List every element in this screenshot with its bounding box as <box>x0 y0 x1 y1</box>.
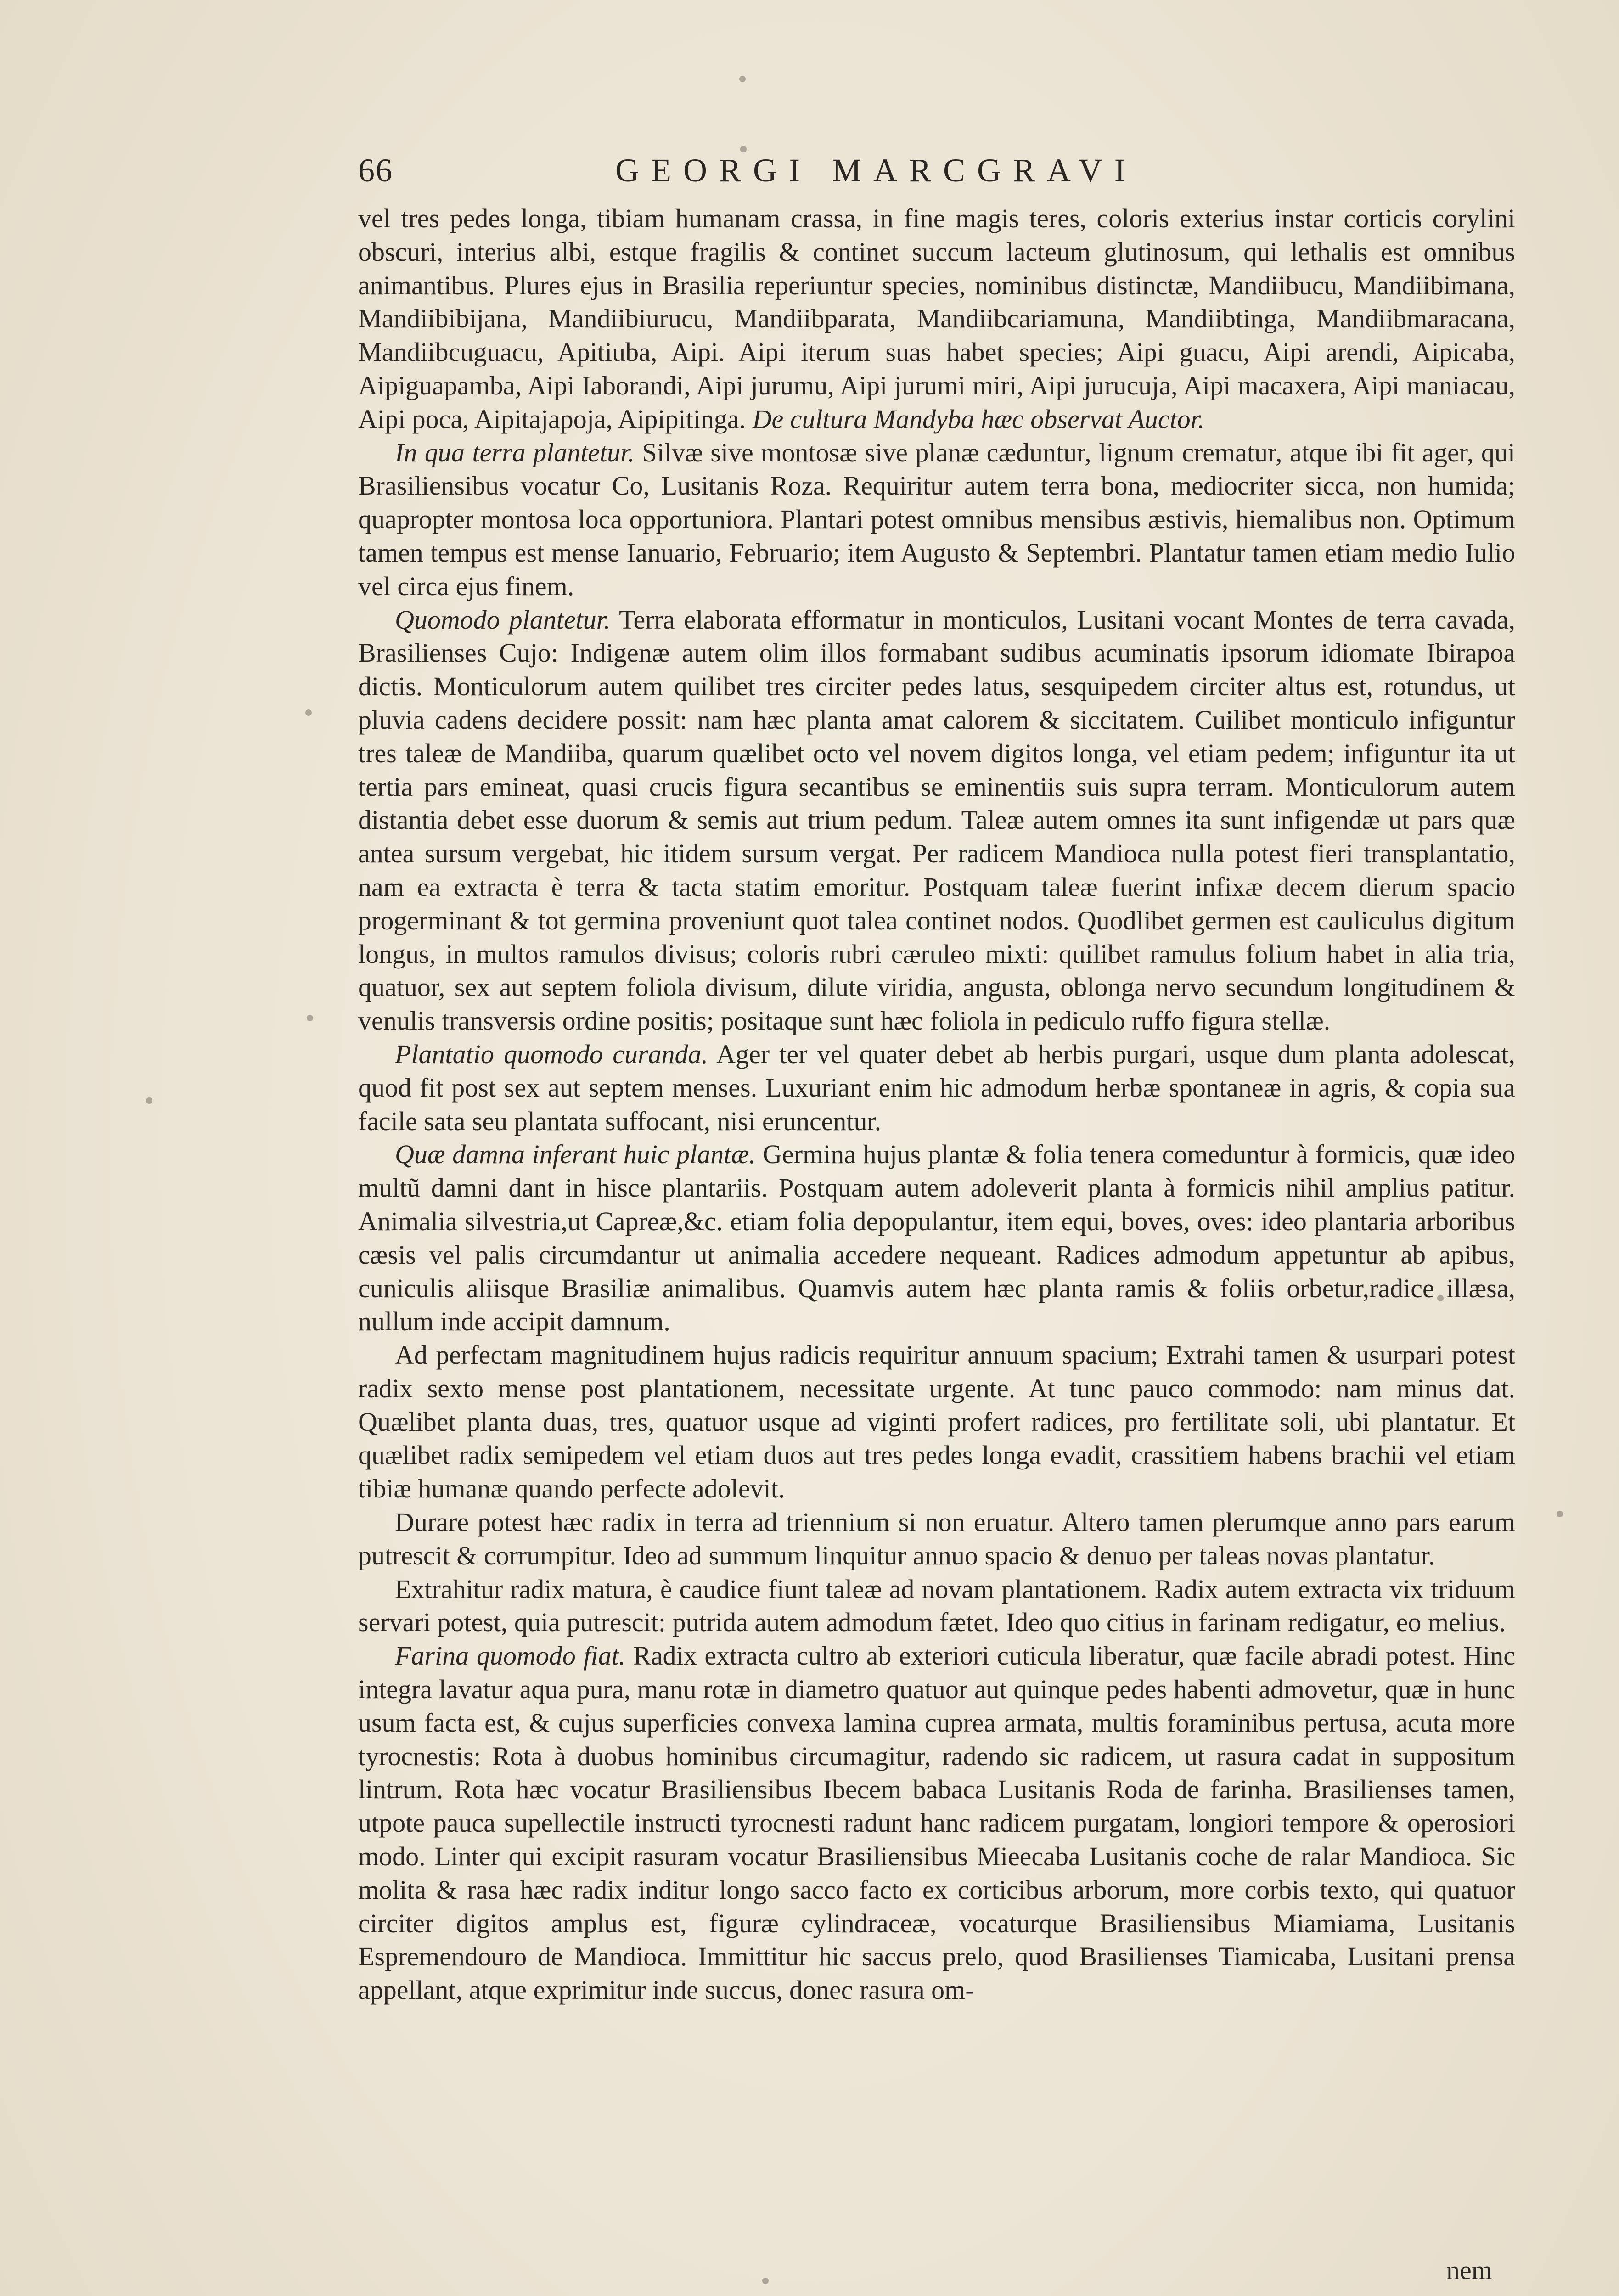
page-header <box>358 152 1515 207</box>
catchword: nem <box>1446 2255 1492 2285</box>
paper-speck <box>305 709 312 716</box>
paragraph-text: Durare potest hæc radix in terra ad triennium si non eruatur. Altero tamen plerumque anno pars earum putrescit & corrumpitur. Ideo ad summum linquitur annuo spacio & denuo per taleas novas plantatur. <box>358 1507 1515 1570</box>
paragraph-5 <box>358 1138 1515 1339</box>
body-text <box>358 202 1515 2007</box>
paragraph-text: Silvæ sive montosæ sive planæ cæduntur, lignum crematur, atque ibi fit ager, qui Brasiliensibus vocatur Co, Lusitanis Roza. Requiritur autem terra bona, mediocriter sicca, non humida; quapropter montosa loca opportuniora. Plantari potest omnibus mensibus æstivis, hiemalibus non. Optimum tamen tempus est mense Ianuario, Februario; item Augusto & Septembri. Plantatur tamen etiam medio Iulio vel circa ejus finem. <box>358 437 1516 601</box>
paragraph-text: vel tres pedes longa, tibiam humanam crassa, in fine magis teres, coloris exterius instar corticis corylini obscuri, interius albi, estque fragilis & continet succum lacteum glutinosum, qui lethalis est omnibus animantibus. Plures ejus in Brasilia reperiuntur species, nominibus distinctæ, Mandiibucu, Mandiibimana, Mandiibibijana, Mandiibiurucu, Mandiibparata, Mandiibcariamuna, Mandiibtinga, Mandiibmaracana, Mandiibcuguacu, Apitiuba, Aipi. Aipi iterum suas habet species; Aipi guacu, Aipi arendi, Aipicaba, Aipiguapamba, Aipi Iaborandi, Aipi jurumu, Aipi jurumi miri, Aipi jurucuja, Aipi macaxera, Aipi maniacau, Aipi poca, Aipitajapoja, Aipipitinga. <box>358 203 1515 434</box>
paragraph-lead: Quæ damna inferant huic plantæ. <box>395 1139 756 1170</box>
paragraph-text: Radix extracta cultro ab exteriori cuticula liberatur, quæ facile abradi potest. Hinc integra lavatur aqua pura, manu rotæ in diametro quatuor aut quinque pedes habenti admovetur, quæ in hunc usum facta est, & cujus superficies convexa lamina cuprea armata, multis foraminibus pertusa, acuta more tyrocnestis: Rota à duobus hominibus circumagitur, radendo sic radicem, ut rasura cadat in suppositum lintrum. Rota hæc vocatur Brasiliensibus Ibecem babaca Lusitanis Roda de farinha. Brasilienses tamen, utpote pauca supellectile instructi tyrocnesti radunt hanc radicem purgatam, longiori tempore & operosiori modo. Linter qui excipit rasuram vocatur Brasiliensibus Mieecaba Lusitanis coche de ralar Mandioca. Sic molita & rasa hæc radix inditur longo sacco facto ex corticibus arborum, more corbis texto, qui quatuor circiter digitos amplus est, figuræ cylindraceæ, vocaturque Brasiliensibus Miamiama, Lusitanis Espremendouro de Mandioca. Immittitur hic saccus prelo, quod Brasilienses Tiamicaba, Lusitani prensa appellant, atque exprimitur inde succus, donec rasura om- <box>358 1641 1515 2005</box>
page-number: 66 <box>358 152 393 189</box>
paragraph-1 <box>358 202 1515 436</box>
paragraph-8 <box>358 1573 1515 1640</box>
paragraph-lead: In qua terra plantetur. <box>395 437 635 467</box>
paragraph-lead: Farina quomodo fiat. <box>395 1641 626 1671</box>
paragraph-6 <box>358 1339 1515 1506</box>
paper-speck <box>307 1015 313 1021</box>
paragraph-2 <box>358 436 1515 603</box>
paragraph-4 <box>358 1038 1515 1138</box>
paragraph-tail: De cultura Mandyba hæc observat Auctor. <box>752 404 1205 434</box>
paragraph-text: Ager ter vel quater debet ab herbis purgari, usque dum planta adolescat, quod fit post sex aut septem menses. Luxuriant enim hic admodum herbæ spontaneæ in agris, & copia sua facile sata seu plantata suffocant, nisi eruncentur. <box>358 1039 1515 1136</box>
paper-speck <box>1557 1511 1563 1517</box>
paper-speck <box>146 1097 152 1104</box>
paragraph-text: Ad perfectam magnitudinem hujus radicis requiritur annuum spacium; Extrahi tamen & usurpari potest radix sexto mense post plantationem, necessitate urgente. At tunc pauco commodo: nam minus dat. Quælibet planta duas, tres, quatuor usque ad viginti profert radices, pro fertilitate soli, ubi plantatur. Et quælibet radix semipedem vel etiam duos aut tres pedes longa evadit, crassitiem habens brachii vel etiam tibiæ humanæ quando perfecte adolevit. <box>358 1340 1515 1504</box>
paragraph-3 <box>358 603 1515 1038</box>
running-head: GEORGI MARCGRAVI <box>615 152 1137 189</box>
paragraph-text: Terra elaborata efformatur in monticulos, Lusitani vocant Montes de terra cavada, Brasilienses Cujo: Indigenæ autem olim illos formabant sudibus acuminatis ipsorum idiomate Ibirapoa dictis. Monticulorum autem quilibet tres circiter pedes latus, sesquipedem circiter altus est, rotundus, ut pluvia cadens decidere possit: nam hæc planta amat calorem & siccitatem. Cuilibet monticulo infiguntur tres taleæ de Mandiiba, quarum quælibet octo vel novem digitos longa, vel etiam pedem; infiguntur ita ut tertia pars emineat, quasi crucis figura secantibus se eminentiis suis supra terram. Monticulorum autem distantia debet esse duorum & semis aut trium pedum. Taleæ autem omnes ita sunt infigendæ ut pars quæ antea sursum vergebat, hic itidem sursum vergat. Per radicem Mandioca nulla potest fieri transplantatio, nam ea extracta è terra & tacta statim emoritur. Postquam taleæ fuerint infixæ decem dierum spacio progerminant & tot germina proveniunt quot talea continet nodos. Quodlibet germen est cauliculus digitum longus, in multos ramulos divisus; coloris rubri cæruleo mixti: quilibet ramulus folium habet in alia tria, quatuor, sex aut septem foliola divisum, dilute viridia, angusta, oblonga nervo secundum longitudinem & venulis transversis ordine positis; positaque sunt hæc foliola in pediculo ruffo figura stellæ. <box>358 604 1516 1036</box>
paragraph-text: Germina hujus plantæ & folia tenera comeduntur à formicis, quæ ideo multũ damni dant in hisce plantariis. Postquam autem adoleverit planta à formicis nihil amplius patitur. Animalia silvestria,ut Capreæ,&c. etiam folia depopulantur, item equi, boves, oves: ideo plantaria arboribus cæsis vel palis circumdantur ut animalia accedere nequeant. Radices admodum appetuntur ab apibus, cuniculis aliisque Brasiliæ animalibus. Quamvis autem hæc planta ramis & foliis orbetur,radice illæsa, nullum inde accipit damnum. <box>358 1139 1516 1337</box>
paragraph-7 <box>358 1506 1515 1573</box>
paper-speck <box>762 2278 769 2284</box>
paper-speck <box>739 76 746 82</box>
paragraph-lead: Plantatio quomodo curanda. <box>395 1039 708 1069</box>
paragraph-lead: Quomodo plantetur. <box>395 604 611 635</box>
paragraph-text: Extrahitur radix matura, è caudice fiunt taleæ ad novam plantationem. Radix autem extracta vix triduum servari potest, quia putrescit: putrida autem admodum fætet. Ideo quo citius in farinam redigatur, eo melius. <box>358 1574 1515 1638</box>
paragraph-9 <box>358 1639 1515 2007</box>
